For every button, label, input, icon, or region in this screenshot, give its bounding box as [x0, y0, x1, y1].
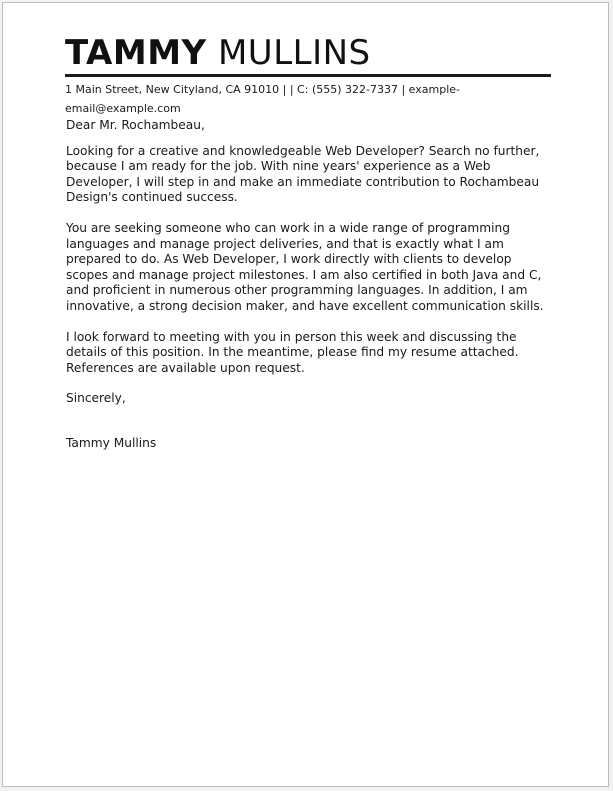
salutation: Dear Mr. Rochambeau,	[66, 118, 205, 132]
body-paragraph-2: You are seeking someone who can work in a wide range of programming languages and manage project deliveries, and that is exactly what I am prepared to do. As Web Developer, I work directly with clients to develop scopes and manage project milestones. I am also certified in both Java and C, and proficient in numerous other programming languages. In addition, I am innovative, a strong decision maker, and have excellent communication skills.	[66, 220, 544, 313]
signature: Tammy Mullins	[66, 435, 157, 450]
letterhead	[65, 33, 551, 118]
letter-page	[2, 2, 609, 787]
header-divider	[65, 74, 551, 77]
body-paragraph-3: I look forward to meeting with you in person this week and discussing the details of this position. In the meantime, please find my resume attached. References are available upon request.	[66, 329, 519, 375]
body-paragraph-1: Looking for a creative and knowledgeable Web Developer? Search no further, because I am ready for the job. With nine years' experience as a Web Developer, I will step in and make an immediate contribution to Rochambeau Design's continued success.	[66, 143, 540, 205]
contact-info: 1 Main Street, New Cityland, CA 91010 | | C: (555) 322-7337 | example-email@example.com	[65, 83, 460, 115]
sender-last-name: MULLINS	[217, 33, 371, 73]
letter-body	[66, 118, 554, 452]
closing: Sincerely,	[66, 391, 126, 406]
sender-first-name: TAMMY	[65, 33, 207, 73]
sender-name	[65, 33, 551, 73]
